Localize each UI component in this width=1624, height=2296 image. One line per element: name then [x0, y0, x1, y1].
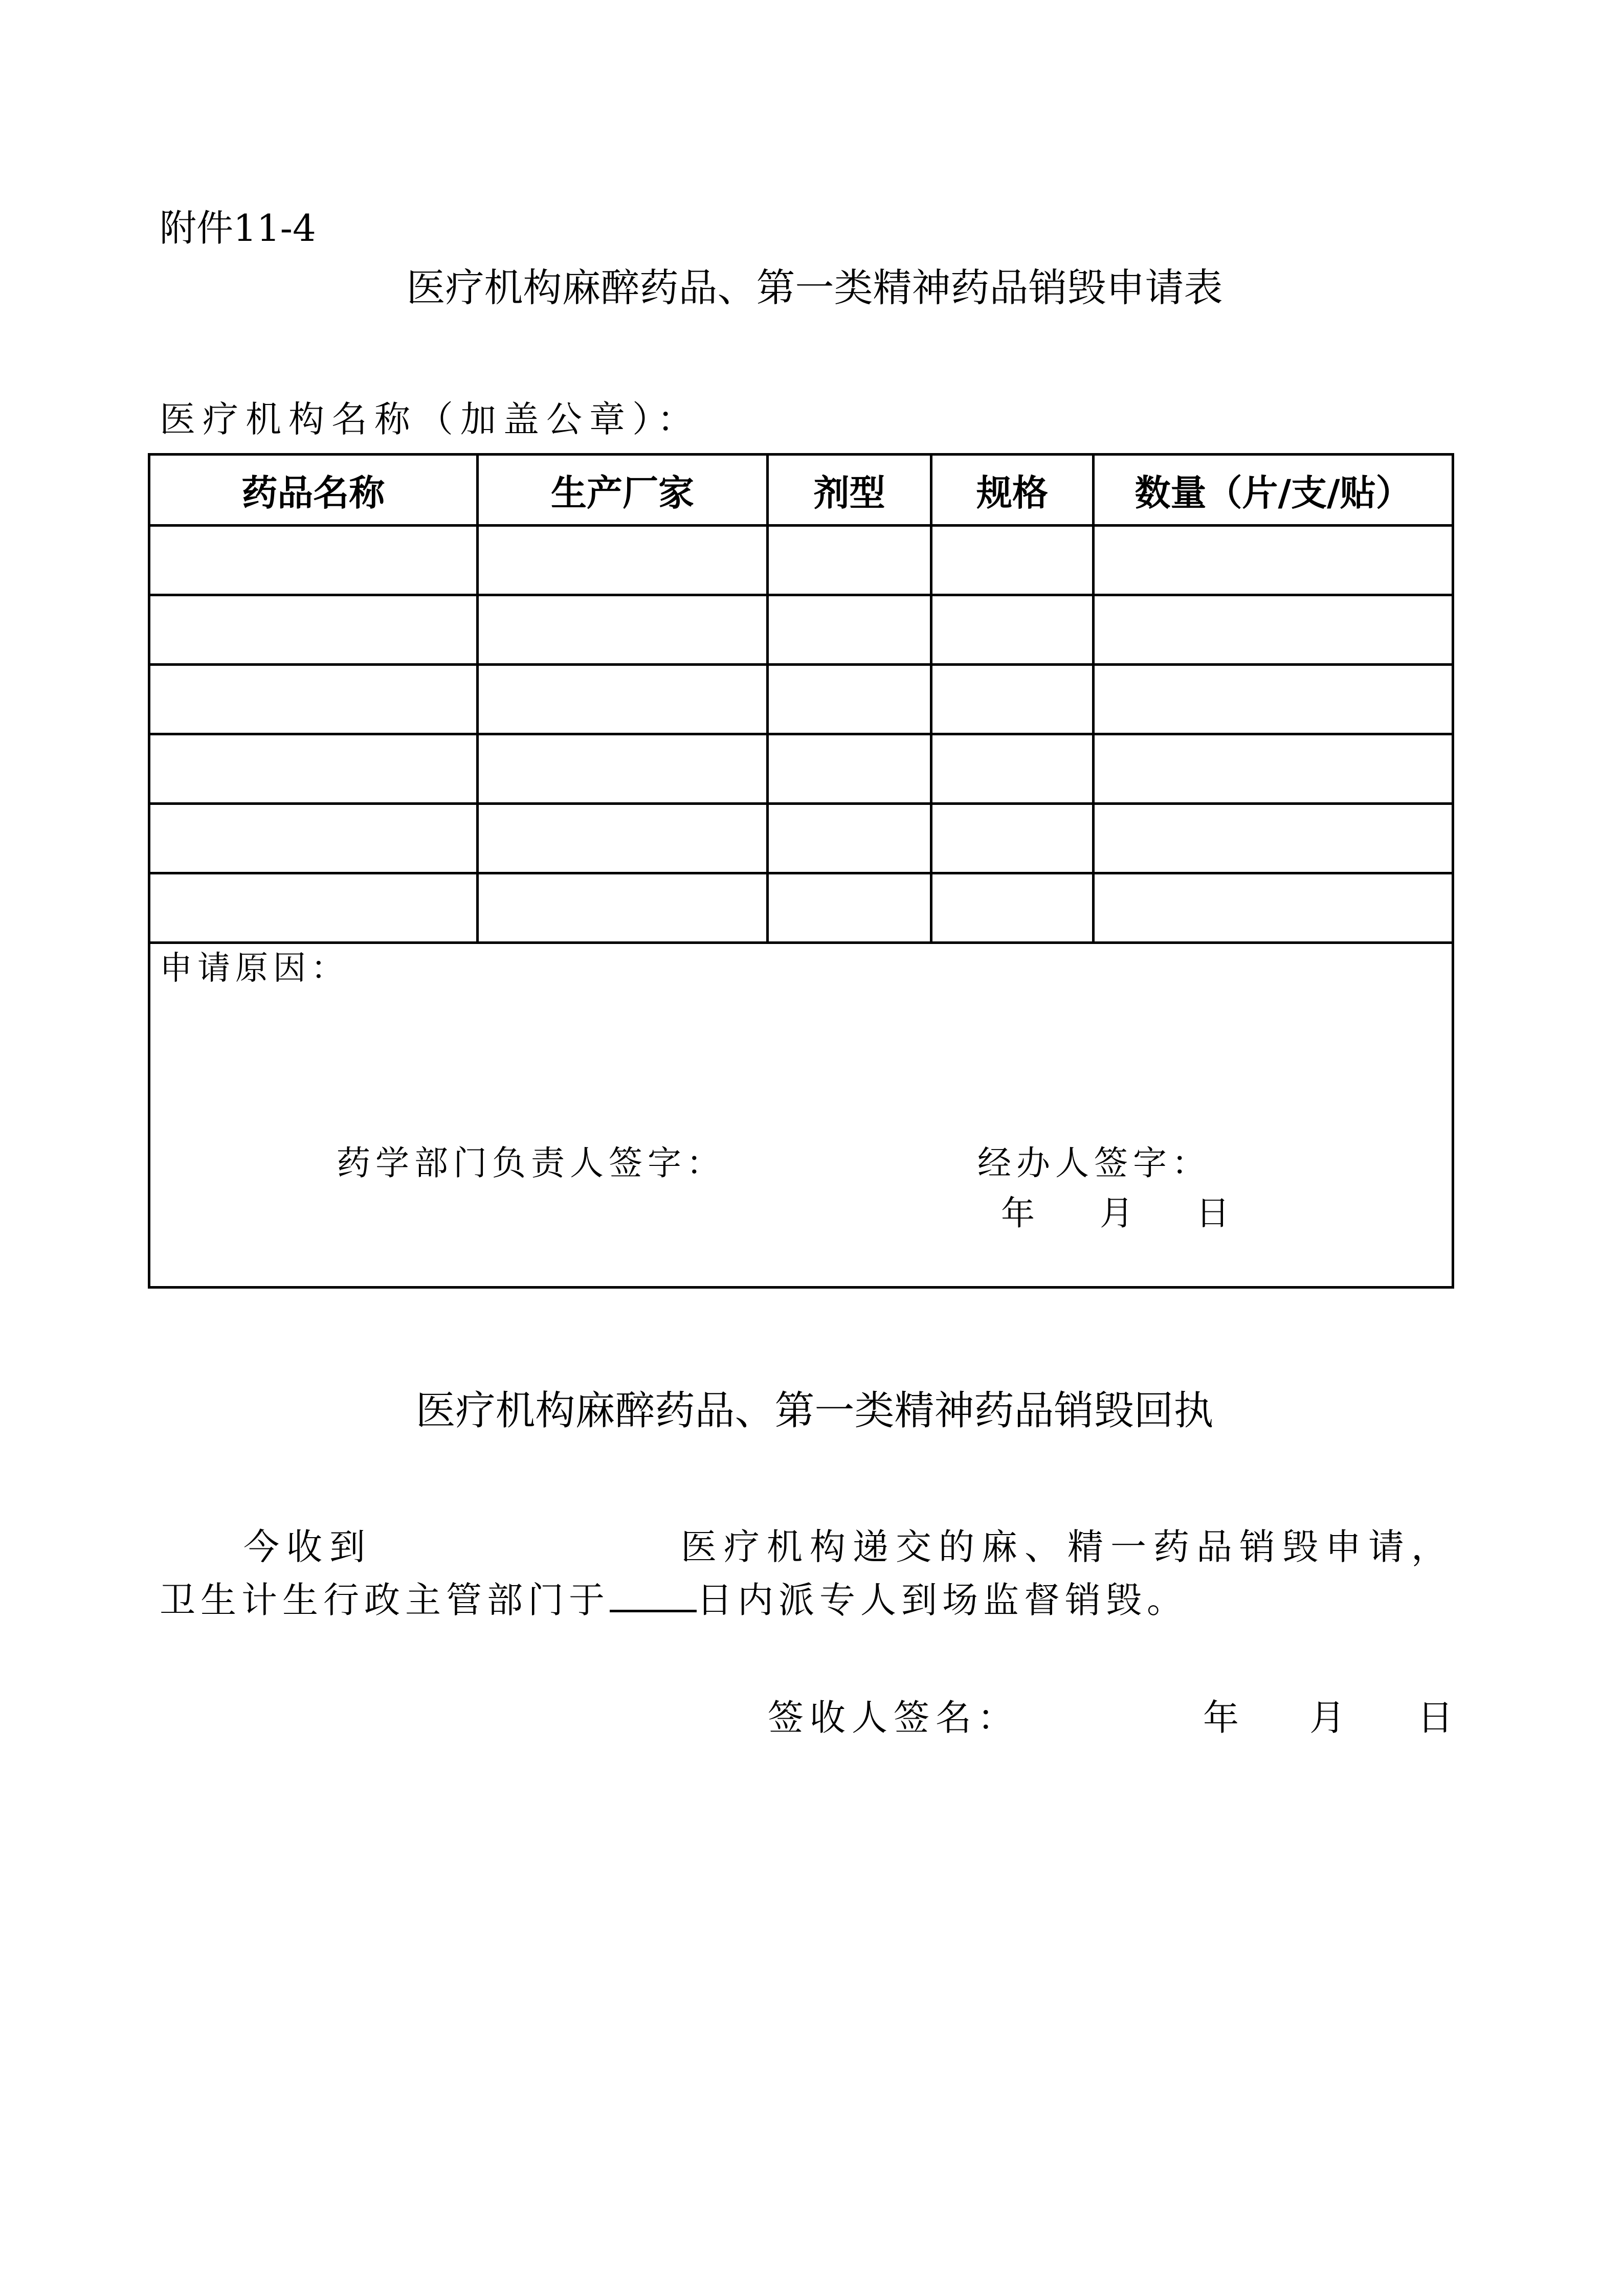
table-row: [149, 665, 1453, 734]
reason-label: 申请原因：: [160, 950, 349, 987]
table-cell: [931, 665, 1093, 734]
pharmacy-head-signature-label: 药学部门负责人签字：: [337, 1143, 725, 1183]
signer-label: 签收人签名：: [768, 1697, 1019, 1739]
application-title: 医疗机构麻醉药品、第一类精神药品销毁申请表: [406, 265, 1223, 310]
table-row: [149, 734, 1453, 804]
table-cell: [931, 734, 1093, 804]
header-specification: 规格: [931, 455, 1093, 526]
table-cell: [931, 804, 1093, 873]
table-cell: [768, 665, 931, 734]
days-blank: [610, 1579, 697, 1612]
receipt-date-day: 日: [1417, 1697, 1453, 1739]
receipt-date-year: 年: [1203, 1697, 1239, 1739]
table-cell: [149, 665, 478, 734]
table-cell: [149, 804, 478, 873]
receipt-line2: [160, 1579, 1188, 1621]
attachment-label: 附件11-4: [160, 207, 316, 250]
table-cell: [768, 873, 931, 943]
date-year: 年: [1001, 1194, 1035, 1233]
header-manufacturer: 生产厂家: [477, 455, 768, 526]
table-cell: [1094, 734, 1453, 804]
table-row: [149, 804, 1453, 873]
table-cell: [149, 595, 478, 665]
table-cell: [477, 873, 768, 943]
header-drug-name: 药品名称: [149, 455, 478, 526]
receipt-line1-suffix: 医疗机构递交的麻、精一药品销毁申请，: [681, 1526, 1454, 1568]
date-day: 日: [1196, 1194, 1230, 1233]
header-dosage-form: 剂型: [768, 455, 931, 526]
table-cell: [477, 526, 768, 595]
table-cell: [931, 873, 1093, 943]
table-cell: [477, 804, 768, 873]
table-cell: [149, 526, 478, 595]
receipt-line2-prefix: 卫生计生行政主管部门于: [160, 1579, 610, 1621]
receipt-line1-prefix: 今收到: [243, 1526, 372, 1568]
table-cell: [931, 595, 1093, 665]
table-cell: [149, 734, 478, 804]
table-cell: [1094, 873, 1453, 943]
receipt-line2-suffix: 日内派专人到场监督销毁。: [697, 1579, 1188, 1621]
receipt-title: 医疗机构麻醉药品、第一类精神药品销毁回执: [415, 1388, 1214, 1434]
table-cell: [1094, 526, 1453, 595]
table-cell: [1094, 665, 1453, 734]
table-header-row: [149, 455, 1453, 526]
table-cell: [477, 734, 768, 804]
table-cell: [768, 804, 931, 873]
table-cell: [768, 526, 931, 595]
table-cell: [477, 595, 768, 665]
receipt-date-month: 月: [1309, 1697, 1345, 1739]
reason-box: [148, 939, 1454, 1289]
table-row: [149, 873, 1453, 943]
table-cell: [931, 526, 1093, 595]
table-cell: [149, 873, 478, 943]
institution-name-label: 医疗机构名称（加盖公章）：: [160, 398, 700, 440]
header-quantity: 数量（片/支/贴）: [1094, 455, 1453, 526]
handler-signature-label: 经办人签字：: [977, 1143, 1211, 1183]
table-cell: [477, 665, 768, 734]
table-row: [149, 526, 1453, 595]
table-row: [149, 595, 1453, 665]
table-cell: [1094, 804, 1453, 873]
table-cell: [768, 734, 931, 804]
table-cell: [1094, 595, 1453, 665]
drug-table: [148, 453, 1454, 944]
date-month: 月: [1100, 1194, 1133, 1233]
table-cell: [768, 595, 931, 665]
